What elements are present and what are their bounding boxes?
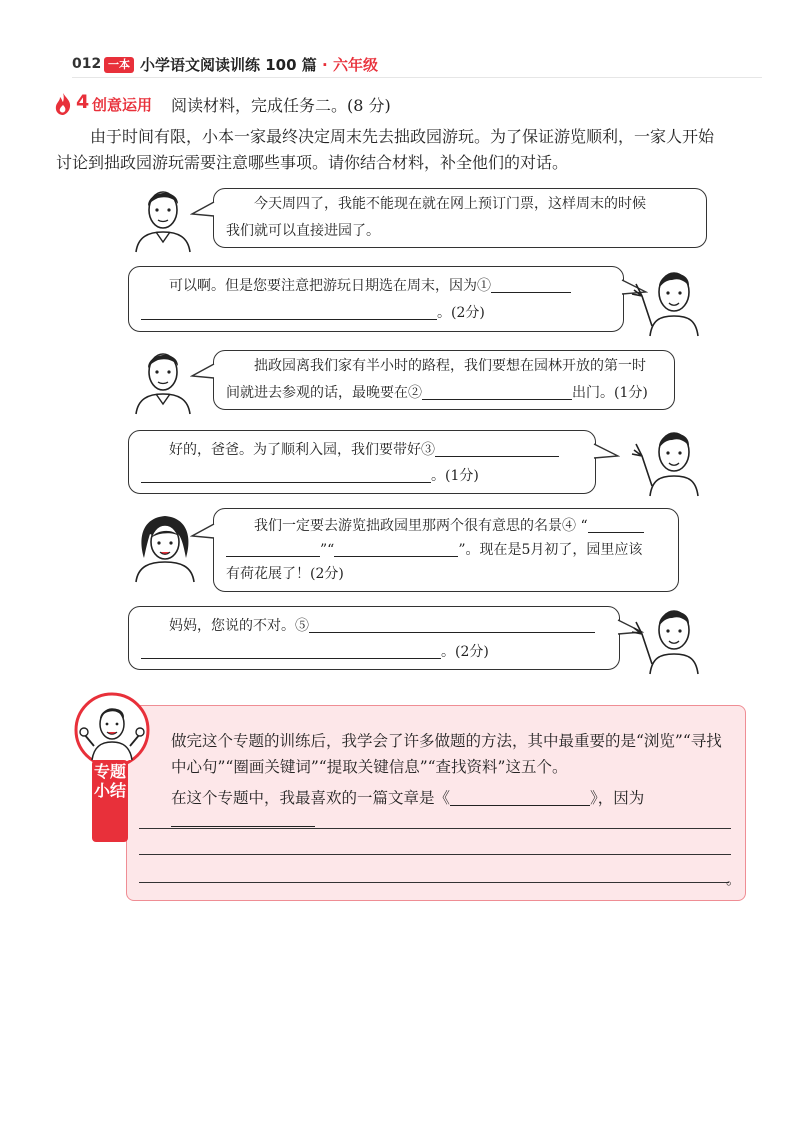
favorite-article-blank[interactable] xyxy=(450,787,590,806)
bubble-6-text-a: 妈妈，您说的不对。⑤ xyxy=(169,618,309,634)
answer-blank-5a[interactable] xyxy=(309,614,595,633)
bubble-tail-1 xyxy=(190,200,216,220)
topic-summary-tag: 专题小结 xyxy=(92,760,128,842)
bubble-4-text-a: 好的，爸爸。为了顺利入园，我们要带好③ xyxy=(169,442,435,458)
dad-avatar xyxy=(128,344,198,416)
book-title xyxy=(140,54,378,75)
answer-blank-2[interactable] xyxy=(422,381,572,400)
speech-bubble-6 xyxy=(128,606,620,670)
speech-bubble-4 xyxy=(128,430,596,494)
answer-blank-1b[interactable] xyxy=(141,301,437,320)
answer-blank-4b[interactable] xyxy=(226,538,320,557)
answer-blank-1a[interactable] xyxy=(491,274,571,293)
bubble-2-text-a: 可以啊。但是您要注意把游玩日期选在周末，因为① xyxy=(169,278,491,294)
answer-blank-5b[interactable] xyxy=(141,640,441,659)
bubble-6-text-end: 。(2分) xyxy=(441,644,489,660)
bubble-tail-4 xyxy=(592,442,620,462)
bubble-tail-3 xyxy=(190,362,216,382)
task-number: 4 xyxy=(76,91,90,113)
bubble-6-line-b xyxy=(141,637,489,667)
page-header xyxy=(72,54,762,78)
reason-blank-a[interactable] xyxy=(171,808,315,827)
bubble-tail-5 xyxy=(190,522,216,542)
summary-box xyxy=(126,705,746,901)
bubble-5-text-mid: ”“ xyxy=(320,542,335,558)
task-heading xyxy=(54,92,754,118)
favorite-article-line xyxy=(171,786,745,828)
series-badge: 一本 xyxy=(104,57,134,73)
boy-avatar xyxy=(628,256,708,338)
answer-blank-4c[interactable] xyxy=(334,538,458,557)
answer-blank-4a[interactable] xyxy=(588,514,644,533)
intro-line-2: 讨论到拙政园游玩需要注意哪些事项。请你结合材料，补全他们的对话。 xyxy=(56,153,569,172)
flame-icon xyxy=(54,92,72,116)
task-instruction: 阅读材料，完成任务二。(8 分) xyxy=(171,96,391,115)
bubble-5-text-a: 我们一定要去游览拙政园里那两个很有意思的名景④ “ xyxy=(254,518,588,534)
bubble-4-line-b xyxy=(141,461,479,491)
bubble-2-text-end: 。(2分) xyxy=(437,305,485,321)
reason-blank-b[interactable] xyxy=(139,828,731,829)
mom-avatar xyxy=(128,508,202,584)
speech-bubble-1 xyxy=(213,188,707,248)
intro-line-1: 由于时间有限，小本一家最终决定周末先去拙政园游玩。为了保证游览顺利，一家人开始 xyxy=(90,127,715,146)
mascot-boy-icon xyxy=(72,690,152,770)
bubble-5-line-c: 有荷花展了！(2分) xyxy=(226,566,344,582)
speech-bubble-5 xyxy=(213,508,679,592)
bubble-2-line-a xyxy=(169,271,571,301)
bubble-3-text-end: 出门。(1分) xyxy=(572,385,648,401)
bubble-3-text-pre: 间就进去参观的话，最晚要在② xyxy=(226,385,422,401)
header-rule xyxy=(72,77,762,78)
favorite-text-mid: 》，因为 xyxy=(590,789,645,807)
book-title-text: 小学语文阅读训练 100 篇 xyxy=(140,56,317,74)
bubble-2-line-b xyxy=(141,298,485,328)
speech-bubble-3 xyxy=(213,350,675,410)
bubble-1-line-a: 今天周四了，我能不能现在就在网上预订门票，这样周末的时候 xyxy=(254,196,646,212)
boy-avatar xyxy=(628,594,708,676)
summary-end-mark: 。 xyxy=(725,870,741,888)
grade-separator: · xyxy=(322,56,328,74)
bubble-1-line-b: 我们就可以直接进园了。 xyxy=(226,223,380,239)
intro-paragraph xyxy=(56,124,750,176)
grade-label: 六年级 xyxy=(332,56,378,74)
bubble-5-text-end: ”。现在是5月初了，园里应该 xyxy=(458,542,643,558)
speech-bubble-2 xyxy=(128,266,624,332)
answer-blank-3b[interactable] xyxy=(141,464,431,483)
reason-blank-c[interactable] xyxy=(139,854,731,855)
summary-text: 做完这个专题的训练后，我学会了许多做题的方法，其中最重要的是“浏览”“寻找中心句”“圈画关键词”“提取关键信息”“查找资料”这五个。 xyxy=(171,732,722,776)
answer-blank-3a[interactable] xyxy=(435,438,559,457)
boy-avatar xyxy=(628,416,708,498)
favorite-text-pre: 在这个专题中，我最喜欢的一篇文章是《 xyxy=(171,789,451,807)
reason-blank-d[interactable] xyxy=(139,882,729,883)
page-number: 012 xyxy=(72,56,102,72)
bubble-4-text-end: 。(1分) xyxy=(431,468,479,484)
bubble-3-line-a: 拙政园离我们家有半小时的路程，我们要想在园林开放的第一时 xyxy=(254,358,646,374)
bubble-3-line-b xyxy=(226,378,648,408)
task-label: 创意运用 xyxy=(92,96,153,114)
dad-avatar xyxy=(128,182,198,254)
